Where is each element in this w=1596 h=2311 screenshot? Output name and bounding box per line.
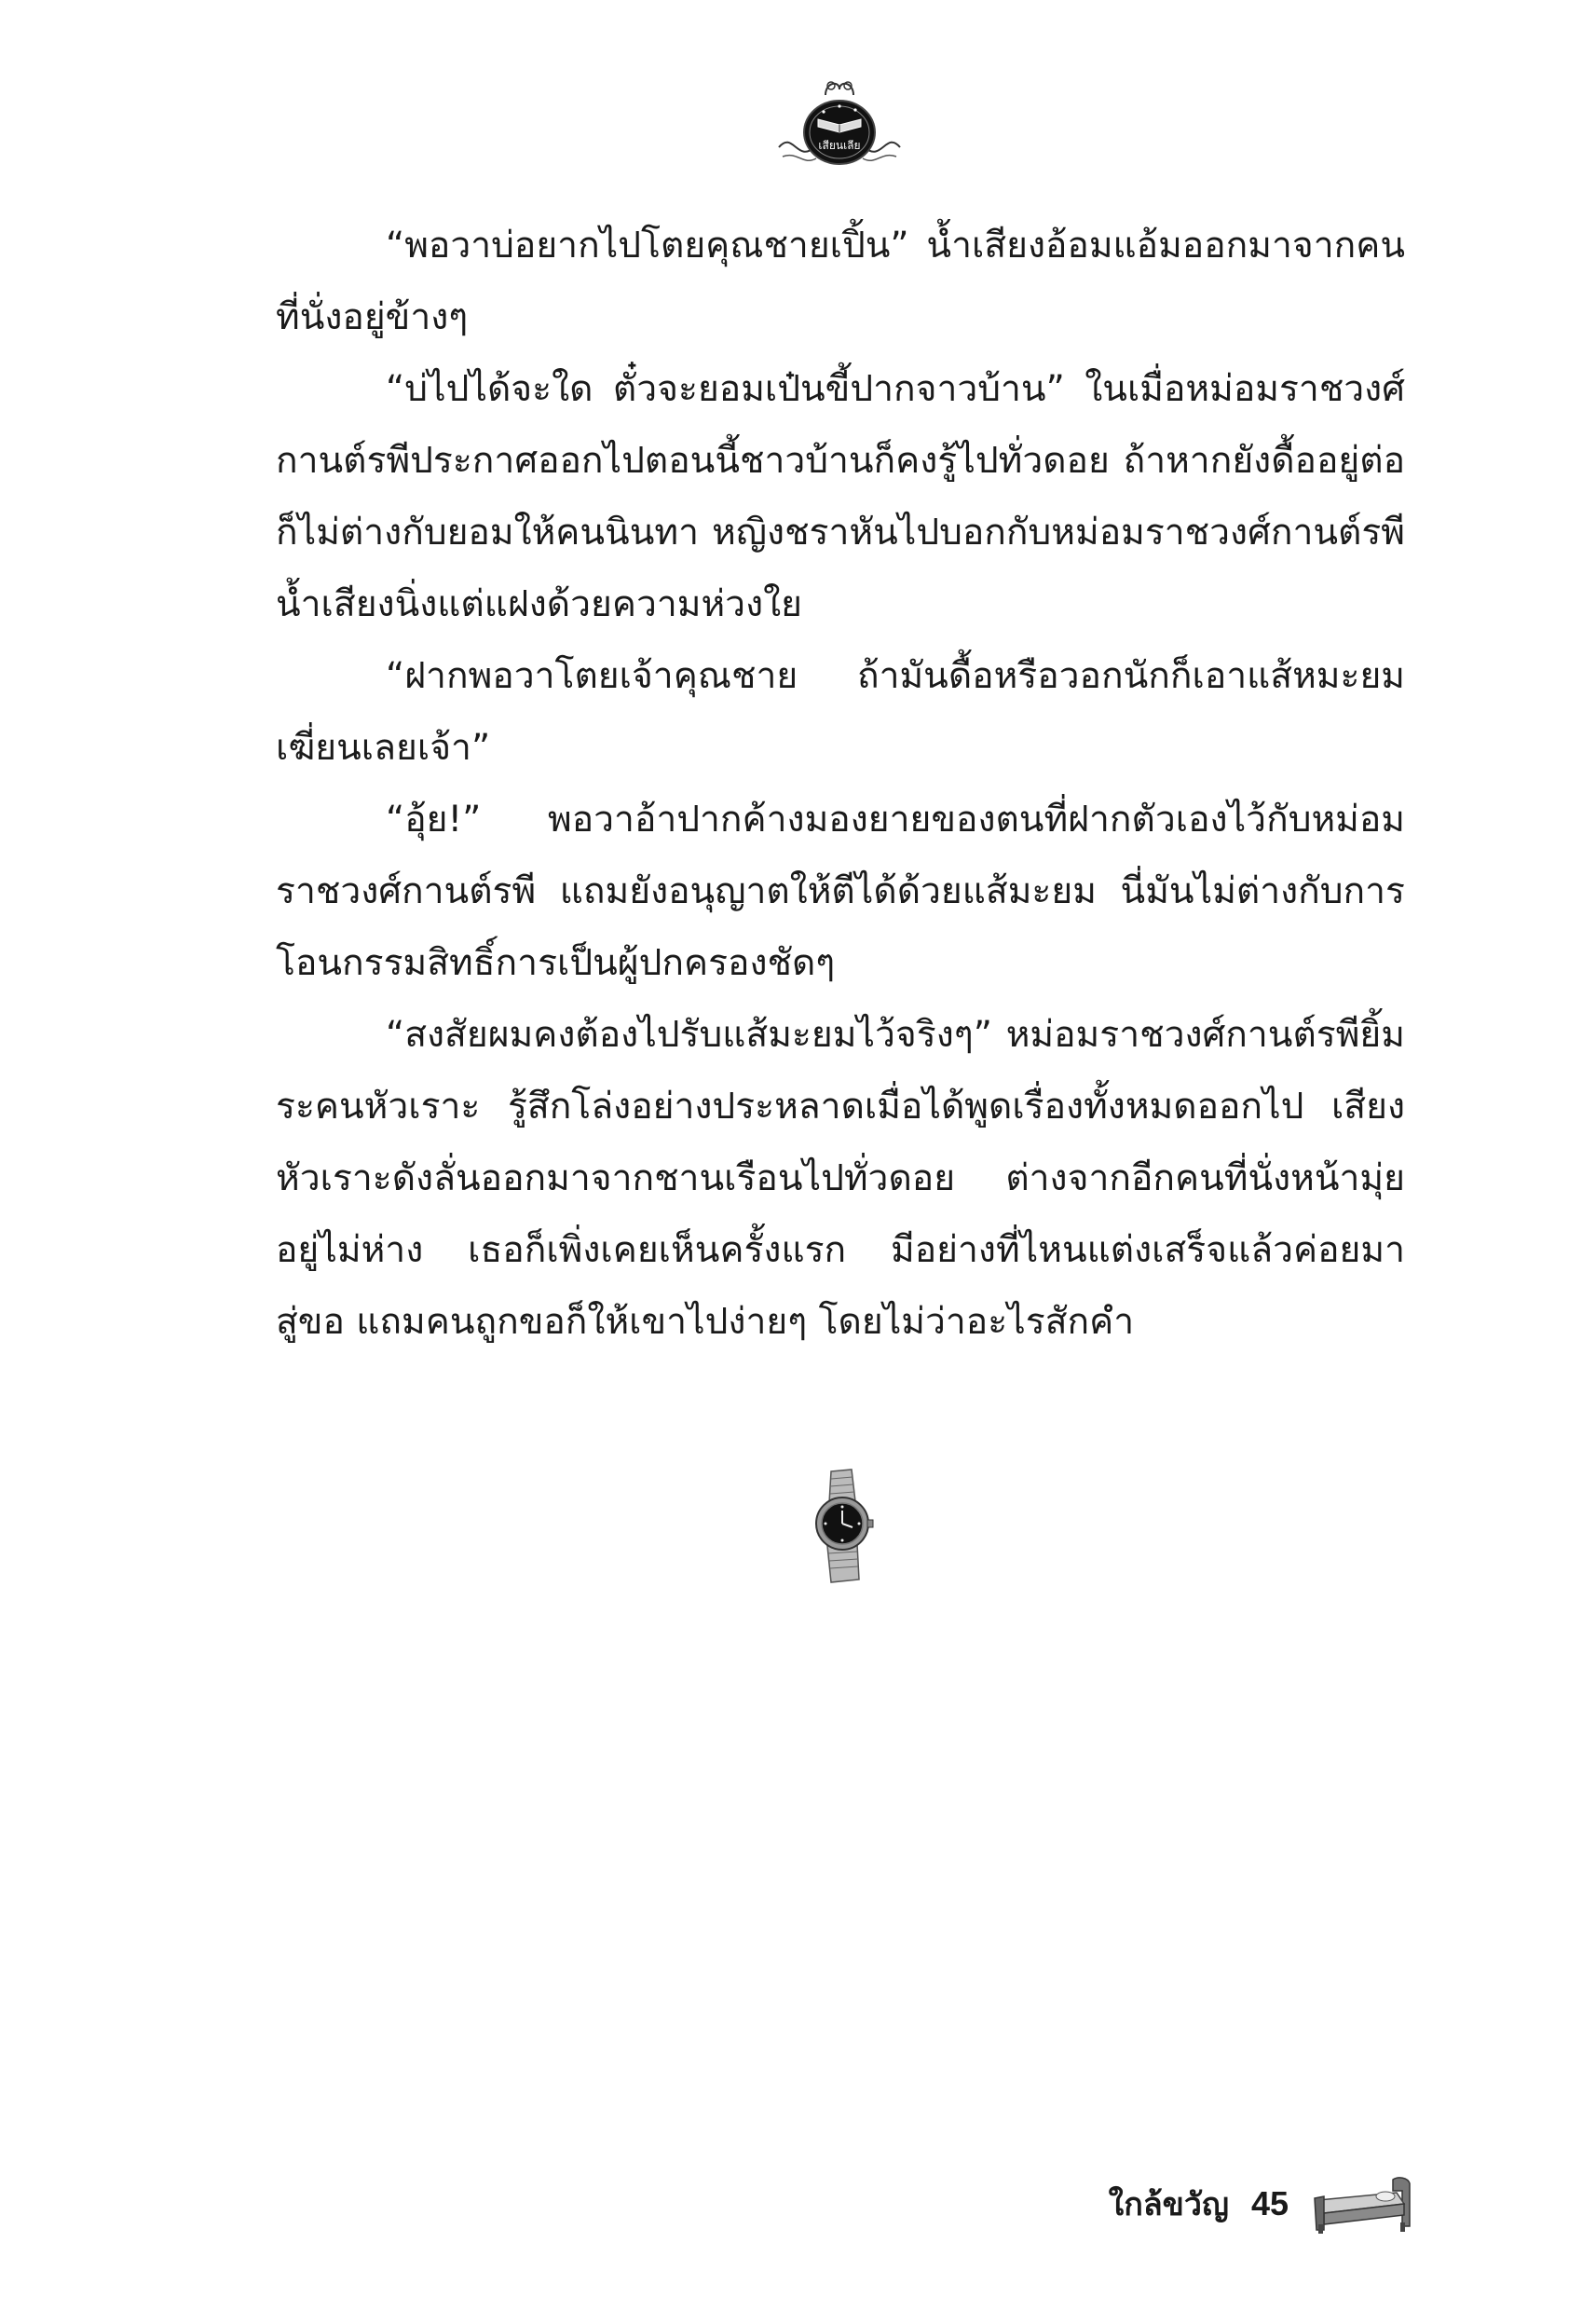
paragraph: “บ่ไปได้จะใด ตั๋วจะยอมเป๋นขี้ปากจาวบ้าน” ในเมื่อหม่อมราชวงศ์กานต์รพีประกาศออกไปตอนนี้ชาวบ้านก็คงรู้ไปทั่วดอย ถ้าหากยังดื้ออยู่ต่อก็ไม่ต่างกับยอมให้คนนินทา หญิงชราหันไปบอกกับหม่อมราชวงศ์กานต์รพีน้ำเสียงนิ่งแต่แฝงด้วยความห่วงใย <box>276 368 1405 625</box>
page-footer <box>1109 2171 1413 2236</box>
paragraph: “พอวาบ่อยากไปโตยคุณชายเปิ้น” น้ำเสียงอ้อมแอ้มออกมาจากคนที่นั่งอยู่ข้างๆ <box>276 225 1405 338</box>
page-number: 45 <box>1250 2184 1289 2222</box>
running-title: ใกล้ขวัญ <box>1108 2186 1229 2223</box>
paragraph: “สงสัยผมคงต้องไปรับแส้มะยมไว้จริงๆ” หม่อมราชวงศ์กานต์รพียิ้มระคนหัวเราะ รู้สึกโล่งอย่างประหลาดเมื่อได้พูดเรื่องทั้งหมดออกไป เสียงหัวเราะดังลั่นออกมาจากชานเรือนไปทั่วดอย ต่างจากอีกคนที่นั่งหน้ามุ่ยอยู่ไม่ห่าง เธอก็เพิ่งเคยเห็นครั้งแรก มีอย่างที่ไหนแต่งเสร็จแล้วค่อยมาสู่ขอ แถมคนถูกขอก็ให้เขาไปง่ายๆ โดยไม่ว่าอะไรสักคำ <box>276 1014 1405 1343</box>
logo-text: เสียนเลีย <box>818 139 861 152</box>
bed-icon <box>1311 2172 1413 2236</box>
body-text <box>276 210 1405 1358</box>
wristwatch-icon <box>803 1468 881 1584</box>
ornament-badge-icon <box>770 75 909 177</box>
paragraph: “ฝากพอวาโตยเจ้าคุณชาย ถ้ามันดื้อหรือวอกนักก็เอาแส้หมะยมเฆี่ยนเลยเจ้า” <box>276 655 1405 769</box>
paragraph: “อุ้ย!” พอวาอ้าปากค้างมองยายของตนที่ฝากตัวเองไว้กับหม่อมราชวงศ์กานต์รพี แถมยังอนุญาตให้ตีได้ด้วยแส้มะยม นี่มันไม่ต่างกับการโอนกรรมสิทธิ์การเป็นผู้ปกครองชัดๆ <box>276 799 1405 984</box>
